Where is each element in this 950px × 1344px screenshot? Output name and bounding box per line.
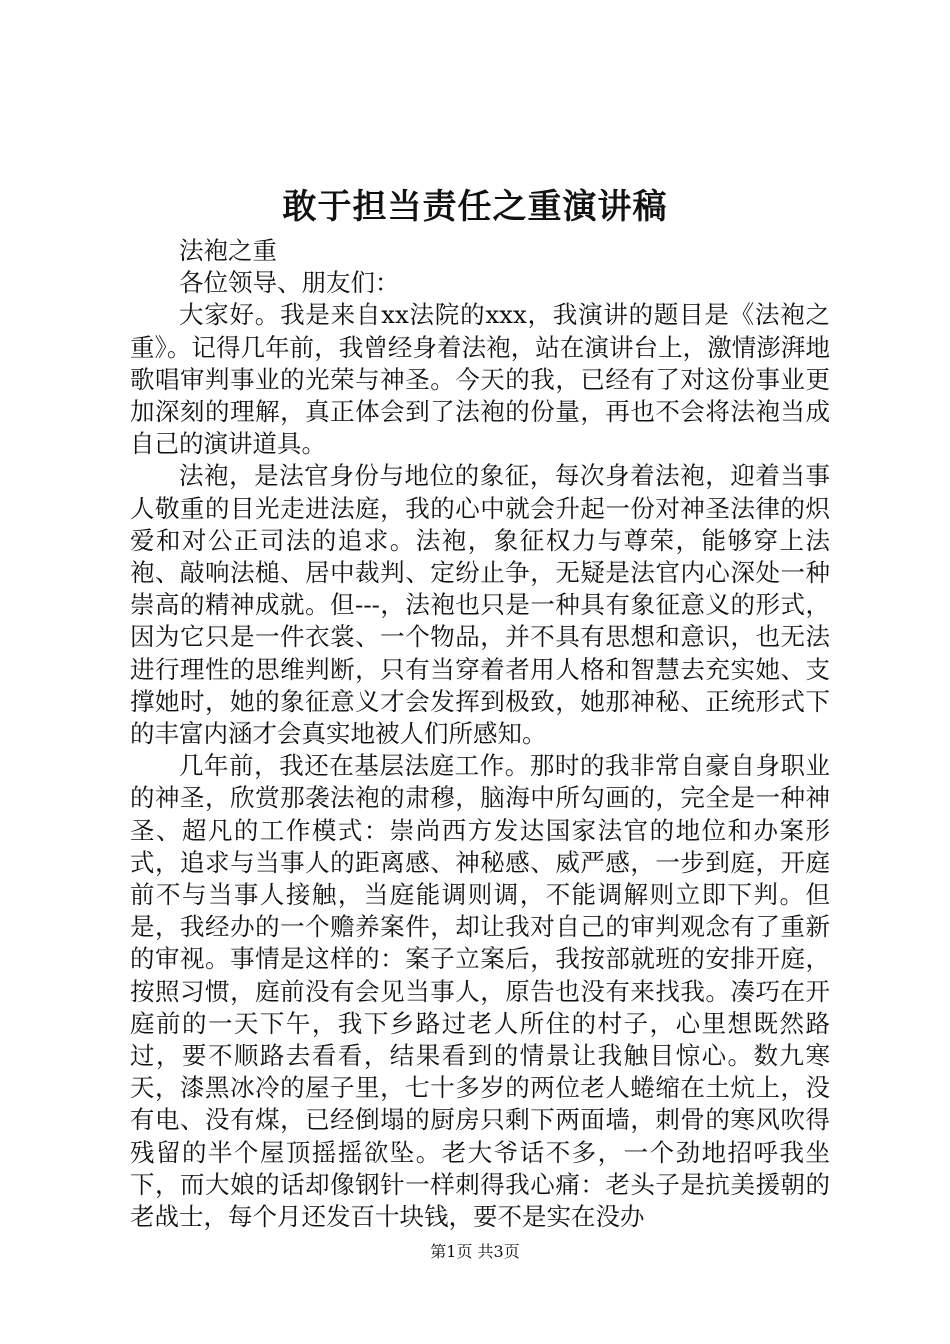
document-body <box>130 235 830 1233</box>
paragraph: 几年前，我还在基层法庭工作。那时的我非常自豪自身职业的神圣，欣赏那袭法袍的肃穆，脑海中所勾画的，完全是一种神圣、超凡的工作模式：崇尚西方发达国家法官的地位和办案形式，追求与当事人的距离感、神秘感、威严感，一步到庭，开庭前不与当事人接触，当庭能调则调，不能调解则立即下判。但是，我经办的一个赡养案件，却让我对自己的审判观念有了重新的审视。事情是这样的：案子立案后，我按部就班的安排开庭，按照习惯，庭前没有会见当事人，原告也没有来找我。凑巧在开庭前的一天下午，我下乡路过老人所住的村子，心里想既然路过，要不顺路去看看，结果看到的情景让我触目惊心。数九寒天，漆黑冰冷的屋子里，七十多岁的两位老人蜷缩在土炕上，没有电、没有煤，已经倒塌的厨房只剩下两面墙，刺骨的寒风吹得残留的半个屋顶摇摇欲坠。老大爷话不多，一个劲地招呼我坐下，而大娘的话却像钢针一样刺得我心痛：老头子是抗美援朝的老战士，每个月还发百十块钱，要不是实在没办 <box>130 751 830 1232</box>
paragraph: 法袍，是法官身份与地位的象征，每次身着法袍，迎着当事人敬重的目光走进法庭，我的心中就会升起一份对神圣法律的炽爱和对公正司法的追求。法袍，象征权力与尊荣，能够穿上法袍、敲响法槌、居中裁判、定纷止争，无疑是法官内心深处一种崇高的精神成就。但---，法袍也只是一种具有象征意义的形式，因为它只是一件衣裳、一个物品，并不具有思想和意识，也无法进行理性的思维判断，只有当穿着者用人格和智慧去充实她、支撑她时，她的象征意义才会发挥到极致，她那神秘、正统形式下的丰富内涵才会真实地被人们所感知。 <box>130 461 830 749</box>
document-title: 敢于担当责任之重演讲稿 <box>282 187 668 227</box>
speech-subtitle: 法袍之重 <box>179 236 277 265</box>
salutation: 各位领导、朋友们： <box>179 268 400 298</box>
page-number-footer: 第1页 共3页 <box>430 1242 520 1261</box>
paragraph: 大家好。我是来自xx法院的xxx，我演讲的题目是《法袍之重》。记得几年前，我曾经身着法袍，站在演讲台上，激情澎湃地歌唱审判事业的光荣与神圣。今天的我，已经有了对这份事业更加深刻的理解，真正体会到了法袍的份量，再也不会将法袍当成自己的演讲道具。 <box>130 300 830 459</box>
